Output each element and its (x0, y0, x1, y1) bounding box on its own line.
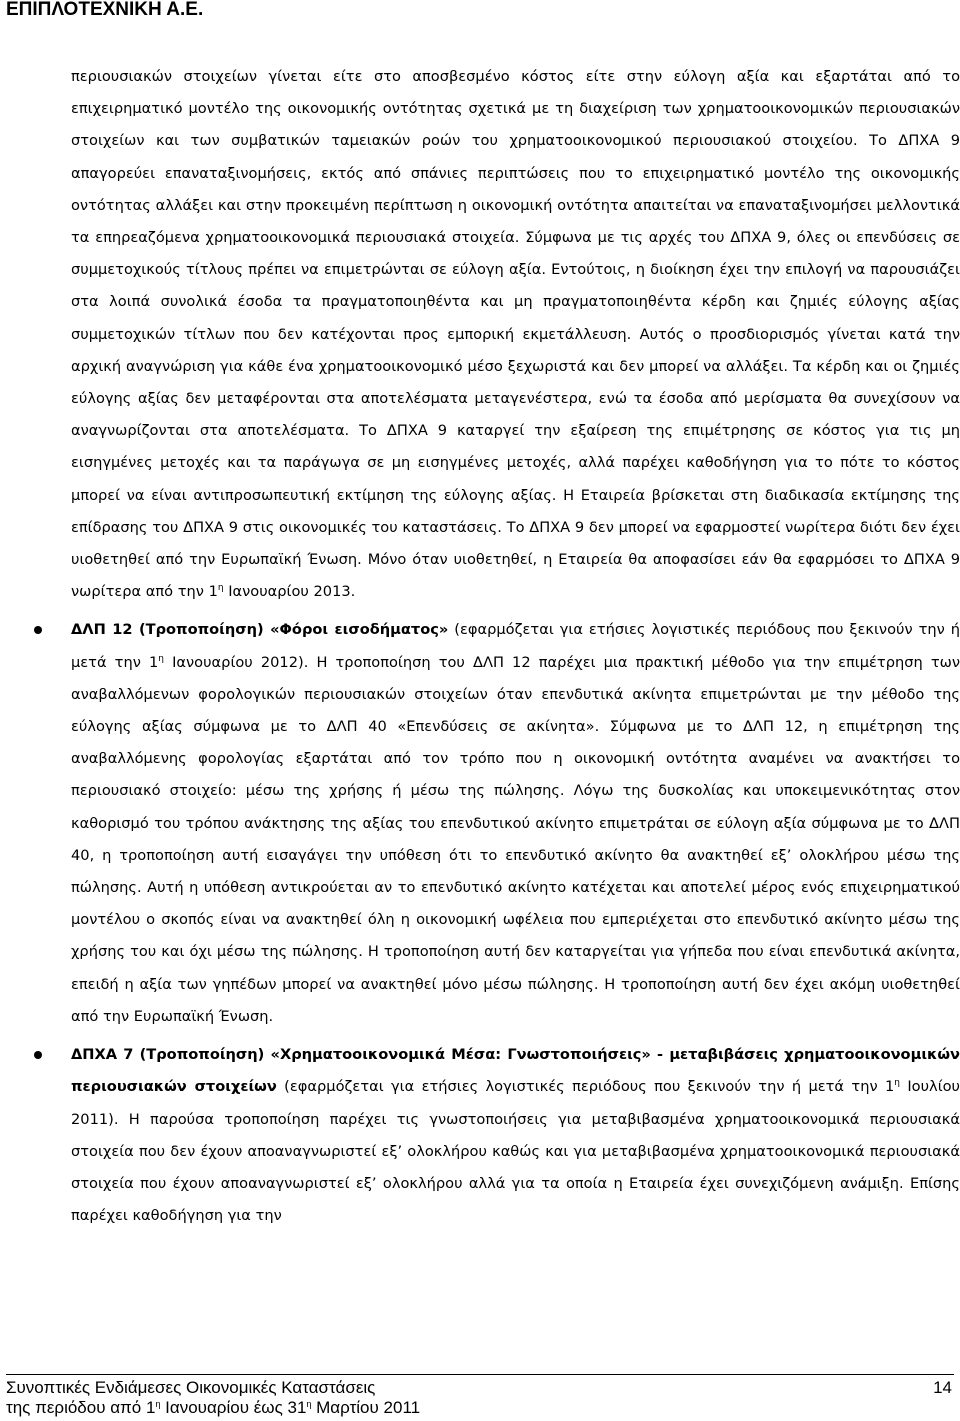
page-footer (6, 1378, 420, 1418)
bullet-icon (34, 1051, 42, 1059)
superscript: η (306, 1399, 312, 1409)
bullet-item-ias12 (71, 614, 960, 1033)
superscript: η (217, 583, 224, 594)
superscript: η (155, 1399, 161, 1409)
page-header-title: ΕΠΙΠΛΟΤΕΧΝΙΚΗ Α.Ε. (6, 0, 204, 20)
paragraph-ifrs9 (71, 61, 960, 608)
footer-period-text: της περιόδου από 1 (6, 1398, 156, 1417)
bullet-text: (εφαρμόζεται για ετήσιες λογιστικές περιόδους που ξεκινούν την ή μετά την 1 (71, 621, 960, 671)
footer-period (6, 1398, 420, 1418)
footer-title: Συνοπτικές Ενδιάμεσες Οικονομικές Καταστάσεις (6, 1378, 376, 1397)
paragraph-text: περιουσιακών στοιχείων γίνεται είτε στο αποσβεσμένο κόστος είτε στην εύλογη αξία και εξαρτάται από το επιχειρηματικό μοντέλο της οικονομικής οντότητας σχετικά με τη διαχείριση των χρηματοοικονομικών περιουσιακών στοιχείων και των συμβατικών ταμειακών ροών του χρηματοοικονομικού περιουσιακού στοιχείου. Το ΔΠΧΑ 9 απαγορεύει επαναταξινομήσεις, εκτός από σπάνιες περιπτώσεις που το επιχειρηματικό μοντέλο της οικονομικής οντότητας αλλάξει και στην προκειμένη περίπτωση η οικονομική οντότητα απαιτείται να επαναταξινομήσει μελλοντικά τα επηρεαζόμενα χρηματοοικονομικά περιουσιακά στοιχεία. Σύμφωνα με τις αρχές του ΔΠΧΑ 9, όλες οι επενδύσεις σε συμμετοχικούς τίτλους πρέπει να επιμετρώνται σε εύλογη αξία. Εντούτοις, η διοίκηση έχει την επιλογή να παρουσιάζει στα λοιπά συνολικά έσοδα τα πραγματοποιηθέντα και μη πραγματοποιηθέντα κέρδη και ζημιές εύλογης αξίας συμμετοχικών τίτλων που δεν κατέχονται προς εμπορική εκμετάλλευση. Αυτός ο προσδιορισμός γίνεται κατά την αρχική αναγνώριση για κάθε ένα χρηματοοικονομικό μέσο ξεχωριστά και δεν μπορεί να αλλάξει. Τα κέρδη και οι ζημιές εύλογης αξίας δεν μεταφέρονται στα αποτελέσματα μεταγενέστερα, ενώ τα έσοδα από μερίσματα θα συνεχίσουν να αναγνωρίζονται στα αποτελέσματα. Το ΔΠΧΑ 9 καταργεί την εξαίρεση της επιμέτρησης σε κόστος για τις μη εισηγμένες μετοχές και τα παράγωγα σε μη εισηγμένες μετοχές, αλλά παρέχει καθοδήγηση για το πότε το κόστος μπορεί να είναι αντιπροσωπευτική εκτίμηση της εύλογης αξίας. Η Εταιρεία βρίσκεται στη διαδικασία εκτίμησης της επίδρασης του ΔΠΧΑ 9 στις οικονομικές του καταστάσεις. Το ΔΠΧΑ 9 δεν μπορεί να εφαρμοστεί νωρίτερα διότι δεν έχει υιοθετηθεί από την Ευρωπαϊκή Ένωση. Μόνο όταν υιοθετηθεί, η Εταιρεία θα αποφασίσει εάν θα εφαρμόσει το ΔΠΧΑ 9 νωρίτερα από την 1 (71, 68, 960, 601)
footer-period-text: Μαρτίου 2011 (311, 1398, 421, 1417)
bullet-icon (34, 626, 42, 634)
bullet-text: (εφαρμόζεται για ετήσιες λογιστικές περιόδους που ξεκινούν την ή μετά την 1 (276, 1078, 895, 1096)
footer-period-text: Ιανουαρίου έως 31 (160, 1398, 307, 1417)
bullet-item-ifrs7 (71, 1039, 960, 1232)
document-body (71, 61, 960, 1232)
bullet-paragraph (71, 614, 960, 1033)
footer-divider (6, 1374, 954, 1375)
page-number: 14 (933, 1378, 952, 1397)
bullet-title: ΔΠΧΑ 7 (Τροποποίηση) «Χρηματοοικονομικά Μέσα: Γνωστοποιήσεις» - μεταβιβάσεις χρηματοοικονομικών περιουσιακών στοιχείων (71, 1046, 960, 1096)
paragraph-text-end: Ιανουαρίου 2013. (223, 583, 356, 601)
superscript: η (894, 1078, 900, 1089)
bullet-text-continued: Ιουλίου 2011). Η παρούσα τροποποίηση παρέχει τις γνωστοποιήσεις για μεταβιβασμένα χρηματοοικονομικά περιουσιακά στοιχεία που δεν έχουν αποαναγνωριστεί εξ’ ολοκλήρου καθώς και για μεταβιβασμένα χρηματοοικονομικά περιουσιακά στοιχεία που έχουν αποαναγνωριστεί εξ’ ολοκλήρου αλλά για τα οποία η Εταιρεία έχει συνεχιζόμενη ανάμιξη. Επίσης παρέχει καθοδήγηση για την (71, 1078, 960, 1225)
bullet-paragraph (71, 1039, 960, 1232)
bullet-text-continued: Ιανουαρίου 2012). Η τροποποίηση του ΔΛΠ 12 παρέχει μια πρακτική μέθοδο για την επιμέτρηση των αναβαλλόμενων φορολογικών περιουσιακών στοιχείων όταν επενδυτικά ακίνητα επιμετρώνται με την μέθοδο της εύλογης αξίας σύμφωνα με το ΔΛΠ 40 «Επενδύσεις σε ακίνητα». Σύμφωνα με το ΔΛΠ 12, η επιμέτρηση της αναβαλλόμενης φορολογίας εξαρτάται από τον τρόπο που η οικονομική οντότητα αναμένει να ανακτήσει το περιουσιακό στοιχείο: μέσω της χρήσης ή μέσω της πώλησης. Λόγω της δυσκολίας και υποκειμενικότητας στον καθορισμό του τρόπου ανάκτησης της αξίας του επενδυτικού ακίνητο επιμετράται σε εύλογη αξία σύμφωνα με το ΔΛΠ 40, η τροποποίηση αυτή εισαγάγει την υπόθεση ότι το επενδυτικό ακίνητο θα ανακτηθεί εξ’ ολοκλήρου μέσω της πώλησης. Αυτή η υπόθεση αντικρούεται αν το επενδυτικό ακίνητο κατέχεται και αποτελεί μέρος ενός επιχειρηματικού μοντέλου ο σκοπός είναι να ανακτηθεί όλη η οικονομική ωφέλεια που εμπεριέχεται στο επενδυτικό ακίνητο μέσω της χρήσης του και όχι μέσω της πώλησης. Η τροποποίηση αυτή δεν καταργείται για γήπεδα που είναι επενδυτικά ακίνητα, επειδή η αξία των γηπέδων μπορεί να ανακτηθεί μόνο μέσω πώλησης. Η τροποποίηση αυτή δεν έχει ακόμη υιοθετηθεί από την Ευρωπαϊκή Ένωση. (71, 653, 960, 1025)
superscript: η (158, 653, 164, 664)
bullet-title: ΔΛΠ 12 (Τροποποίηση) «Φόροι εισοδήματος» (71, 621, 449, 639)
